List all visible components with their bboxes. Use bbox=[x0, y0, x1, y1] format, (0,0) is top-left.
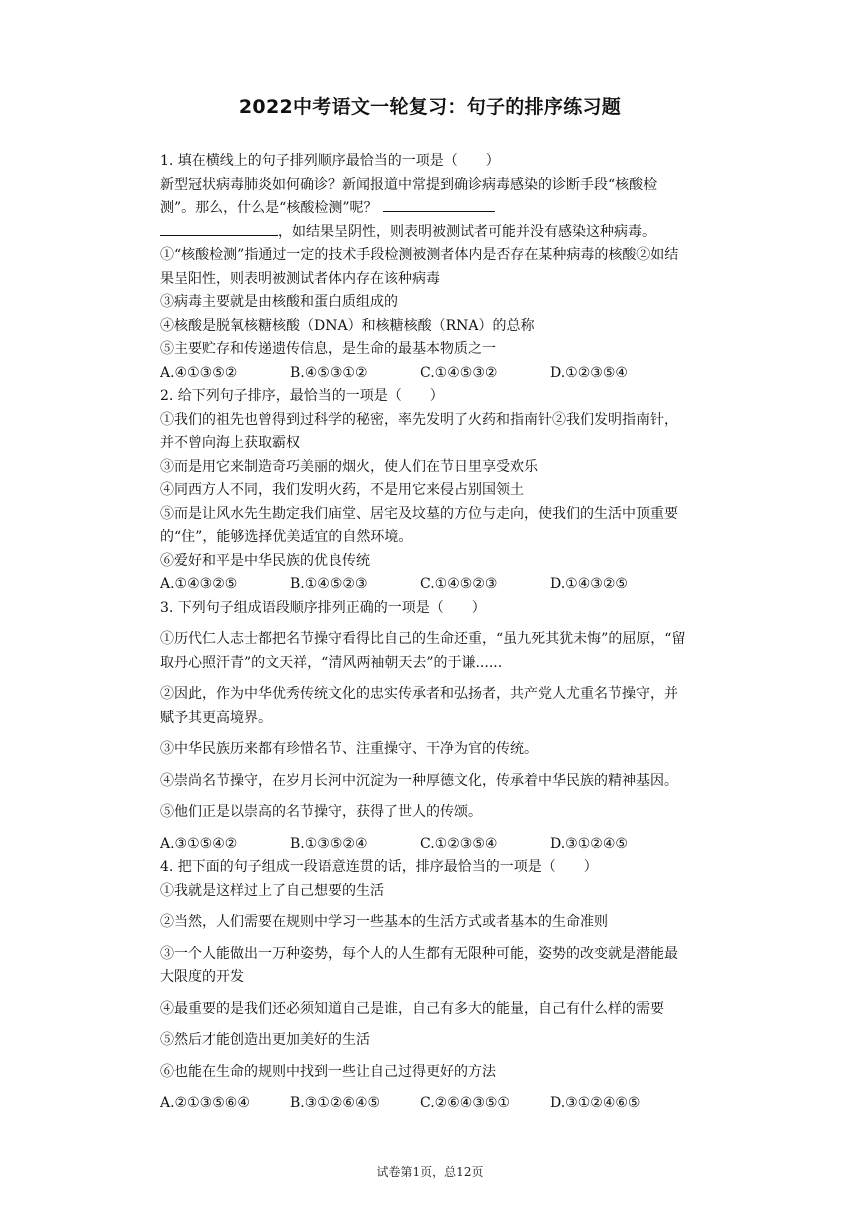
sentence-item: ④同西方人不同，我们发明火药，不是用它来侵占别国领土 bbox=[160, 482, 524, 498]
sentence-item: ③一个人能做出一万种姿势，每个人的人生都有无限种可能，姿势的改变就是潜能最 bbox=[160, 945, 678, 962]
answer-options bbox=[160, 362, 720, 386]
sentence-item: ④核酸是脱氧核糖核酸（DNA）和核糖核酸（RNA）的总称 bbox=[160, 317, 535, 334]
option-b[interactable]: B.①④⑤②③ bbox=[290, 576, 368, 592]
page-footer: 试卷第1页，总12页 bbox=[376, 1165, 484, 1179]
option-d[interactable]: D.③①②④⑤ bbox=[550, 835, 628, 852]
option-a[interactable]: A.③①⑤④② bbox=[160, 835, 238, 852]
sentence-item: ⑤主要贮存和传递遗传信息，是生命的最基本物质之一 bbox=[160, 341, 496, 357]
answer-options bbox=[160, 573, 720, 597]
sentence-item: ①我就是这样过上了自己想要的生活 bbox=[160, 882, 384, 899]
sentence-item: ③中华民族历来都有珍惜名节、注重操守、干净为官的传统。 bbox=[160, 741, 538, 757]
passage-text: 测”。那么，什么是“核酸检测”呢？ bbox=[160, 197, 720, 221]
option-d[interactable]: D.③①②④⑥⑤ bbox=[550, 1095, 641, 1111]
sentence-item: 果呈阳性，则表明被测试者体内存在该种病毒 bbox=[160, 270, 440, 287]
option-c[interactable]: C.①④⑤③② bbox=[420, 364, 498, 381]
sentence-item: ①“核酸检测”指通过一定的技术手段检测被测者体内是否存在某种病毒的核酸②如结 bbox=[160, 247, 679, 263]
sentence-item: ①历代仁人志士都把名节操守看得比自己的生命还重，“虽九死其犹未悔”的屈原，“留 bbox=[160, 631, 686, 647]
question-stem: 3. 下列句子组成语段顺序排列正确的一项是（ ） bbox=[160, 599, 486, 616]
sentence-item: 取丹心照汗青”的文天祥，“清风两袖朝天去”的于谦...... bbox=[160, 654, 503, 671]
sentence-item: ③病毒主要就是由核酸和蛋白质组成的 bbox=[160, 294, 398, 310]
option-c[interactable]: C.②⑥④③⑤① bbox=[420, 1095, 510, 1111]
sentence-item: ⑤然后才能创造出更加美好的生活 bbox=[160, 1032, 370, 1048]
answer-blank bbox=[383, 197, 495, 212]
sentence-item: ④崇尚名节操守，在岁月长河中沉淀为一种厚德文化，传承着中华民族的精神基因。 bbox=[160, 772, 678, 789]
page-title: 2022中考语文一轮复习：句子的排序练习题 bbox=[238, 96, 622, 118]
sentence-item: ②当然，人们需要在规则中学习一些基本的生活方式或者基本的生命准则 bbox=[160, 914, 608, 930]
option-b[interactable]: B.①③⑤②④ bbox=[290, 835, 368, 852]
sentence-item: ④最重要的是我们还必须知道自己是谁，自己有多大的能量，自己有什么样的需要 bbox=[160, 1000, 664, 1017]
question-stem: 4. 把下面的句子组成一段语意连贯的话，排序最恰当的一项是（ ） bbox=[160, 859, 598, 875]
question-3 bbox=[160, 597, 720, 857]
question-stem: 1. 填在横线上的句子排列顺序最恰当的一项是（ ） bbox=[160, 153, 500, 169]
option-d[interactable]: D.①④③②⑤ bbox=[550, 576, 628, 592]
option-c[interactable]: C.①④⑤②③ bbox=[420, 576, 498, 592]
sentence-item: 大限度的开发 bbox=[160, 969, 244, 985]
option-b[interactable]: B.③①②⑥④⑤ bbox=[290, 1095, 381, 1111]
question-2 bbox=[160, 385, 720, 597]
sentence-item: ⑥也能在生命的规则中找到一些让自己过得更好的方法 bbox=[160, 1063, 496, 1080]
option-d[interactable]: D.①②③⑤④ bbox=[550, 364, 628, 381]
option-a[interactable]: A.②①③⑤⑥④ bbox=[160, 1095, 250, 1111]
answer-options bbox=[160, 833, 720, 857]
question-1 bbox=[160, 150, 720, 385]
option-a[interactable]: A.④①③⑤② bbox=[160, 364, 238, 381]
exam-content bbox=[160, 150, 720, 1116]
question-4 bbox=[160, 856, 720, 1116]
answer-options bbox=[160, 1092, 720, 1116]
option-c[interactable]: C.①②③⑤④ bbox=[420, 835, 498, 852]
passage-text: 新型冠状病毒肺炎如何确诊？新闻报道中常提到确诊病毒感染的诊断手段“核酸检 bbox=[160, 176, 658, 193]
option-a[interactable]: A.①④③②⑤ bbox=[160, 576, 238, 592]
sentence-item: ①我们的祖先也曾得到过科学的秘密，率先发明了火药和指南针②我们发明指南针， bbox=[160, 411, 678, 428]
sentence-item: ⑥爱好和平是中华民族的优良传统 bbox=[160, 552, 370, 569]
sentence-item: 的“住”，能够选择优美适宜的自然环境。 bbox=[160, 529, 413, 545]
sentence-item: 赋予其更高境界。 bbox=[160, 709, 272, 726]
answer-blank bbox=[160, 221, 278, 236]
sentence-item: ③而是用它来制造奇巧美丽的烟火，使人们在节日里享受欢乐 bbox=[160, 458, 538, 475]
sentence-item: 并不曾向海上获取霸权 bbox=[160, 435, 300, 451]
option-b[interactable]: B.④⑤③①② bbox=[290, 364, 368, 381]
sentence-item: ②因此，作为中华优秀传统文化的忠实传承者和弘扬者，共产党人尤重名节操守，并 bbox=[160, 686, 678, 702]
question-stem: 2. 给下列句子排序，最恰当的一项是（ ） bbox=[160, 388, 444, 404]
sentence-item: ⑤而是让风水先生勘定我们庙堂、居宅及坟墓的方位与走向，使我们的生活中顶重要 bbox=[160, 505, 678, 522]
passage-text: ，如结果呈阴性，则表明被测试者可能并没有感染这种病毒。 bbox=[160, 221, 720, 245]
sentence-item: ⑤他们正是以崇高的名节操守，获得了世人的传颂。 bbox=[160, 804, 482, 820]
